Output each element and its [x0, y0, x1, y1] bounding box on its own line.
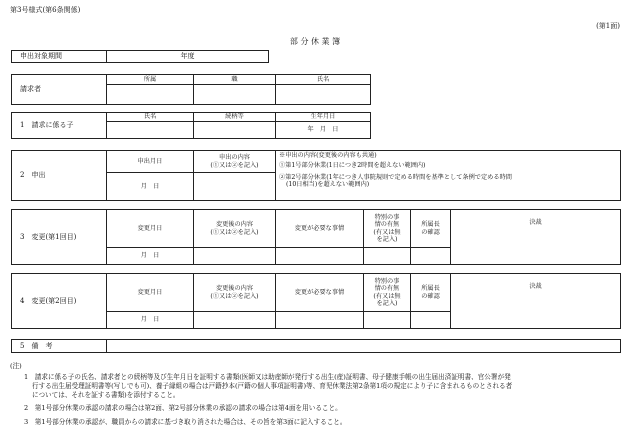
section3-col-check-line4: を記入): [376, 235, 398, 243]
requester-affiliation-field[interactable]: [107, 85, 194, 105]
section3-table: [11, 209, 621, 265]
section2-option1: ①第1号部分休業(1日につき2時間を超えない範囲内): [279, 162, 426, 170]
section4-col-check-line3: (有又は無: [373, 292, 401, 300]
note-1-line2: 行する出生届受理証明書等(写しでも可)、養子縁組の場合は戸籍抄本(戸籍の個人事項証明書)等、育児休業法第2条第1項の規定により子に含まれるものとされる者: [32, 381, 513, 390]
section3-col-chief-line2: の確認: [421, 228, 440, 236]
section3-col-reason: 変更が必要な事情: [276, 210, 364, 248]
page-title: 部 分 休 業 簿: [289, 37, 341, 46]
section3-col-chief: [411, 210, 451, 248]
section2-date-value: 月 日: [140, 182, 160, 190]
section3-col-check-line3: (有又は無: [373, 228, 401, 236]
section4-table: [11, 273, 621, 329]
section2-note-heading: ※申出の内容(変更後の内容も共通): [279, 152, 377, 159]
notes-block: [10, 362, 624, 427]
section3-label: 3 変更(第1回目): [12, 210, 107, 265]
section2-col-content-line2: (①又は②を記入): [210, 161, 259, 169]
section3-chief-field[interactable]: [411, 248, 451, 265]
section4-decision[interactable]: [451, 274, 621, 329]
requester-table: [11, 74, 371, 105]
child-birth-value: 年 月 日: [307, 126, 339, 134]
remarks-field[interactable]: [107, 340, 621, 353]
requester-name-field[interactable]: [276, 85, 371, 105]
section3-check-field[interactable]: [364, 248, 411, 265]
section2-col-content-line1: 申出の内容: [219, 154, 250, 162]
section4-content-field[interactable]: [194, 312, 276, 329]
section3-col-check-line2: 情の有無: [374, 221, 400, 229]
section3-date-value: 月 日: [140, 252, 160, 260]
section4-col-check-line4: を記入): [376, 299, 398, 307]
section3-content-field[interactable]: [194, 248, 276, 265]
requester-col-affiliation: 所属: [107, 75, 194, 85]
section3-col-check-line1: 特別の事: [374, 213, 400, 221]
section4-col-content-line1: 変更後の内容: [215, 285, 254, 293]
note-1-line1: 1 請求に係る子の氏名、請求者との続柄等及び生年月日を証明する書類(医師又は助産師が発行する出生(産)証明書、母子健康手帳の出生届出済証明書、官公署が発: [24, 372, 511, 381]
child-birth-field[interactable]: [276, 122, 371, 139]
section4-chief-field[interactable]: [411, 312, 451, 329]
section4-col-content: [194, 274, 276, 312]
section4-col-decision: 決裁: [529, 283, 542, 290]
section4-col-check-line2: 情の有無: [374, 285, 400, 293]
requester-label: 請求者: [12, 75, 107, 105]
section5-label: 5 備 考: [12, 340, 107, 353]
section3-col-decision: 決裁: [529, 219, 542, 226]
section4-col-chief-line1: 所属長: [421, 285, 440, 293]
period-value: 年度: [180, 52, 195, 61]
section2-options-note: [276, 151, 621, 201]
section4-date-field[interactable]: [107, 312, 194, 329]
child-name-field[interactable]: [107, 122, 194, 139]
page-indicator: (第1面): [596, 22, 620, 30]
section3-col-content-line2: (①又は②を記入): [210, 228, 259, 236]
requester-col-position: 職: [194, 75, 276, 85]
note-2: 2 第1号部分休業の承認の請求の場合は第2面、第2号部分休業の承認の請求の場合は第4面を用いること。: [24, 403, 342, 412]
child-relation-field[interactable]: [194, 122, 276, 139]
note-1-line3: については、それを証する書類)を添付すること。: [32, 390, 180, 399]
section3-date-field[interactable]: [107, 248, 194, 265]
section2-label: 2 申出: [12, 151, 107, 201]
section3-reason-field[interactable]: [276, 248, 364, 265]
section2-content-field[interactable]: [194, 173, 276, 201]
section2-option2-line1: ②第2号部分休業(1年につき人事院規則で定める時間を基準として条例で定める時間: [279, 173, 512, 181]
section1-label: 1 請求に係る子: [12, 113, 107, 139]
section4-col-check: [364, 274, 411, 312]
section4-col-reason: 変更が必要な事情: [276, 274, 364, 312]
section2-date-field[interactable]: [107, 173, 194, 201]
section2-table: [11, 150, 621, 201]
section4-col-chief-line2: の確認: [421, 292, 440, 300]
section2-option2-line2: (10日相当)を超えない範囲内): [286, 181, 370, 189]
section3-col-content: [194, 210, 276, 248]
period-table: [11, 50, 269, 63]
section4-reason-field[interactable]: [276, 312, 364, 329]
section4-col-content-line2: (①又は②を記入): [210, 292, 259, 300]
section4-check-field[interactable]: [364, 312, 411, 329]
period-value-field[interactable]: [107, 51, 269, 63]
section1-col-relation: 続柄等: [194, 113, 276, 122]
section4-col-date: 変更月日: [107, 274, 194, 312]
section3-col-date: 変更月日: [107, 210, 194, 248]
note-3: 3 第1号部分休業の承認が、職員からの請求に基づき取り消された場合は、その旨を第3面に記入すること。: [24, 418, 347, 427]
section2-col-content: [194, 151, 276, 173]
section4-date-value: 月 日: [140, 316, 160, 324]
section5-table: [11, 339, 621, 353]
section3-decision[interactable]: [451, 210, 621, 265]
section4-label: 4 変更(第2回目): [12, 274, 107, 329]
section1-table: [11, 112, 371, 139]
section3-col-chief-line1: 所属長: [421, 221, 440, 229]
requester-position-field[interactable]: [194, 85, 276, 105]
section1-col-birth: 生年月日: [276, 113, 371, 122]
section3-col-check: [364, 210, 411, 248]
form-number: 第3号様式(第6条関係): [10, 6, 81, 14]
section4-col-chief: [411, 274, 451, 312]
period-label: 申出対象期間: [12, 51, 107, 63]
notes-heading: (注): [10, 362, 22, 370]
section3-col-content-line1: 変更後の内容: [215, 221, 254, 229]
section1-col-name: 氏名: [107, 113, 194, 122]
requester-col-name: 氏名: [276, 75, 371, 85]
note-1: [10, 373, 624, 400]
section2-col-date: 申出月日: [107, 151, 194, 173]
section4-col-check-line1: 特別の事: [374, 277, 400, 285]
